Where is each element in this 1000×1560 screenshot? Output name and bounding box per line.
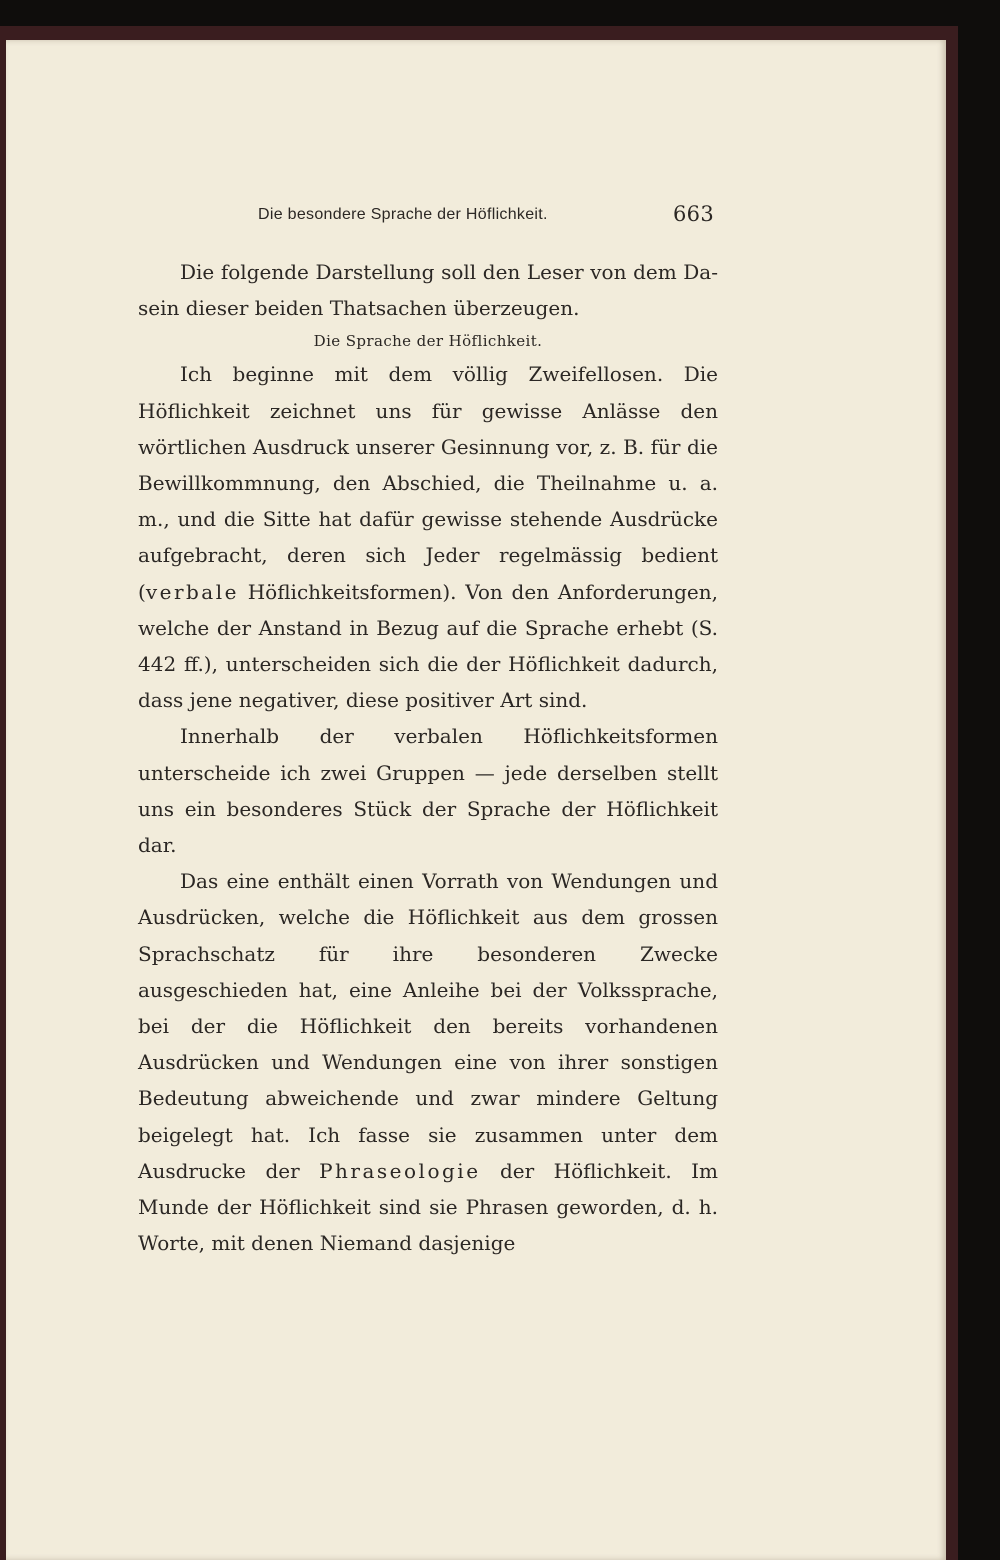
paragraph-4-part-b: der Höflichkeit. Im Munde der Höflichkeit sind sie Phrasen geworden, d. h. Worte, mit denen Niemand dasjenige: [138, 1158, 718, 1256]
running-head: [138, 202, 726, 232]
paragraph-1: Die folgende Darstellung soll den Leser von dem Dasein dieser beiden Thatsachen überzeugen.: [138, 260, 718, 321]
paragraph-4-emphasis: Phraseologie: [319, 1158, 481, 1183]
paragraph-2-part-a: Ich beginne mit dem völlig Zweifellosen. Die Höflichkeit zeichnet uns für gewisse Anlässe den wörtlichen Ausdruck unserer Gesinnung vor, z. B. für die Bewillkommnung, den Abschied, die Theilnahme u. a. m., und die Sitte hat dafür gewisse stehende Ausdrücke aufgebracht, deren sich Jeder regelmässig bedient (: [138, 362, 718, 604]
paragraph-2-part-b: Höflichkeitsformen). Von den Anforderungen, welche der Anstand in Bezug auf die Sprache erhebt (S. 442 ff.), unterscheiden sich die der Höflichkeit dadurch, dass jene negativer, diese positiver Art sind.: [138, 579, 718, 713]
book-page: [6, 40, 946, 1560]
paragraph-2-emphasis: verbale: [145, 579, 239, 604]
paragraph-4: [138, 863, 718, 1261]
paragraph-2: [138, 356, 718, 718]
paragraph-3: Innerhalb der verbalen Höflichkeitsformen unterscheide ich zwei Gruppen — jede derselben stellt uns ein besonderes Stück der Sprache der Höflichkeit dar.: [138, 724, 718, 858]
running-head-title: Die besondere Sprache der Höflichkeit.: [258, 206, 548, 223]
page-number: 663: [673, 202, 714, 226]
paragraph-4-part-a: Das eine enthält einen Vorrath von Wendungen und Ausdrücken, welche die Höflichkeit aus dem grossen Sprachschatz für ihre besonderen Zwecke ausgeschieden hat, eine Anleihe bei der Volkssprache, bei der die Höflichkeit den bereits vorhandenen Ausdrücken und Wendungen eine von ihrer sonstigen Bedeutung abweichende und zwar mindere Geltung beigelegt hat. Ich fasse sie zusammen unter dem Ausdrucke der: [138, 869, 718, 1183]
body-text: [138, 254, 718, 1261]
section-heading: Die Sprache der Höflichkeit.: [313, 332, 543, 351]
